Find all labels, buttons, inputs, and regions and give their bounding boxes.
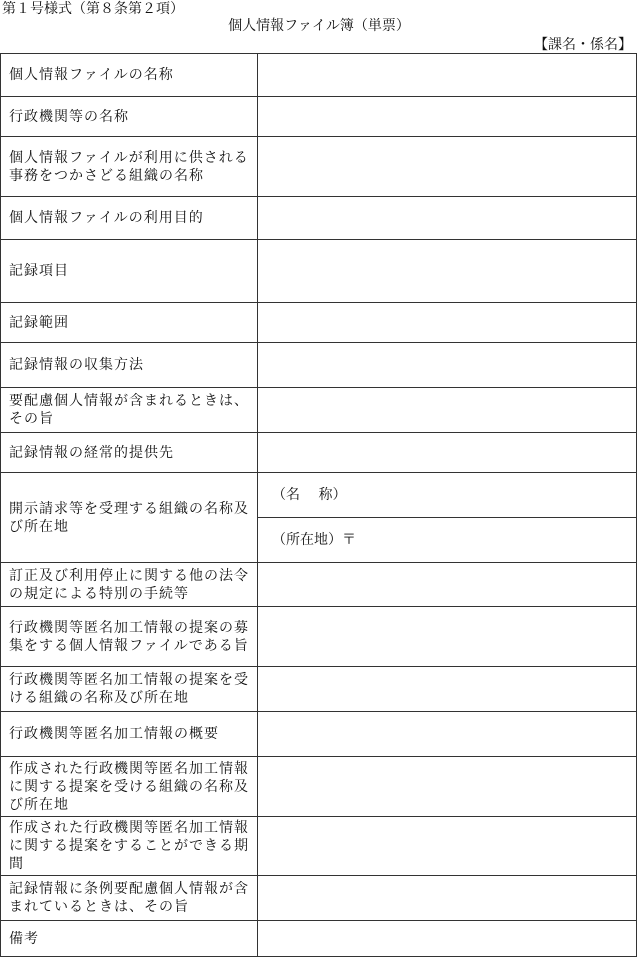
table-row xyxy=(1,388,637,433)
field-value[interactable] xyxy=(258,433,637,473)
table-row xyxy=(1,712,637,757)
field-value[interactable] xyxy=(258,563,637,607)
field-value[interactable] xyxy=(258,757,637,817)
field-value[interactable] xyxy=(258,817,637,876)
field-label: 個人情報ファイルが利用に供される事務をつかさどる組織の名称 xyxy=(1,137,258,197)
field-value[interactable] xyxy=(258,343,637,388)
table-row xyxy=(1,137,637,197)
table-row xyxy=(1,607,637,667)
field-value[interactable] xyxy=(258,921,637,957)
field-value[interactable] xyxy=(258,388,637,433)
field-label: 備考 xyxy=(1,921,258,957)
field-value[interactable] xyxy=(258,54,637,97)
field-label: 開示請求等を受理する組織の名称及び所在地 xyxy=(1,473,258,563)
field-label: 行政機関等匿名加工情報の提案を受ける組織の名称及び所在地 xyxy=(1,667,258,712)
field-label: 記録情報の収集方法 xyxy=(1,343,258,388)
name-field-label: （名 称） xyxy=(272,487,347,503)
table-row xyxy=(1,197,637,240)
field-label: 個人情報ファイルの名称 xyxy=(1,54,258,97)
table-row xyxy=(1,303,637,343)
field-label: 記録範囲 xyxy=(1,303,258,343)
personal-info-file-register-table xyxy=(0,53,637,957)
field-label: 記録情報の経常的提供先 xyxy=(1,433,258,473)
form-number: 第１号様式（第８条第２項） xyxy=(2,1,184,17)
table-row xyxy=(1,54,637,97)
field-label: 要配慮個人情報が含まれるときは、その旨 xyxy=(1,388,258,433)
table-row xyxy=(1,757,637,817)
field-value[interactable] xyxy=(258,876,637,921)
field-value[interactable] xyxy=(258,607,637,667)
table-row xyxy=(1,433,637,473)
field-label: 作成された行政機関等匿名加工情報に関する提案を受ける組織の名称及び所在地 xyxy=(1,757,258,817)
field-value[interactable] xyxy=(258,197,637,240)
table-row xyxy=(1,97,637,137)
field-label: 行政機関等匿名加工情報の概要 xyxy=(1,712,258,757)
address-field-label: （所在地）〒 xyxy=(272,532,356,548)
department-label: 【課名・係名】 xyxy=(534,37,632,53)
table-row xyxy=(1,876,637,921)
table-row xyxy=(1,563,637,607)
field-label: 作成された行政機関等匿名加工情報に関する提案をすることができる期間 xyxy=(1,817,258,876)
field-label: 記録情報に条例要配慮個人情報が含まれているときは、その旨 xyxy=(1,876,258,921)
table-row xyxy=(1,240,637,303)
field-label: 記録項目 xyxy=(1,240,258,303)
table-row xyxy=(1,921,637,957)
field-label: 行政機関等の名称 xyxy=(1,97,258,137)
address-field[interactable] xyxy=(258,518,637,563)
field-value[interactable] xyxy=(258,712,637,757)
field-value[interactable] xyxy=(258,97,637,137)
field-label: 訂正及び利用停止に関する他の法令の規定による特別の手続等 xyxy=(1,563,258,607)
name-field[interactable] xyxy=(258,473,637,518)
field-value[interactable] xyxy=(258,137,637,197)
field-label: 行政機関等匿名加工情報の提案の募集をする個人情報ファイルである旨 xyxy=(1,607,258,667)
table-row xyxy=(1,473,637,518)
table-row xyxy=(1,817,637,876)
document-title: 個人情報ファイル簿（単票） xyxy=(228,18,410,34)
table-row xyxy=(1,667,637,712)
field-value[interactable] xyxy=(258,240,637,303)
field-value[interactable] xyxy=(258,667,637,712)
table-row xyxy=(1,343,637,388)
field-value[interactable] xyxy=(258,303,637,343)
field-label: 個人情報ファイルの利用目的 xyxy=(1,197,258,240)
